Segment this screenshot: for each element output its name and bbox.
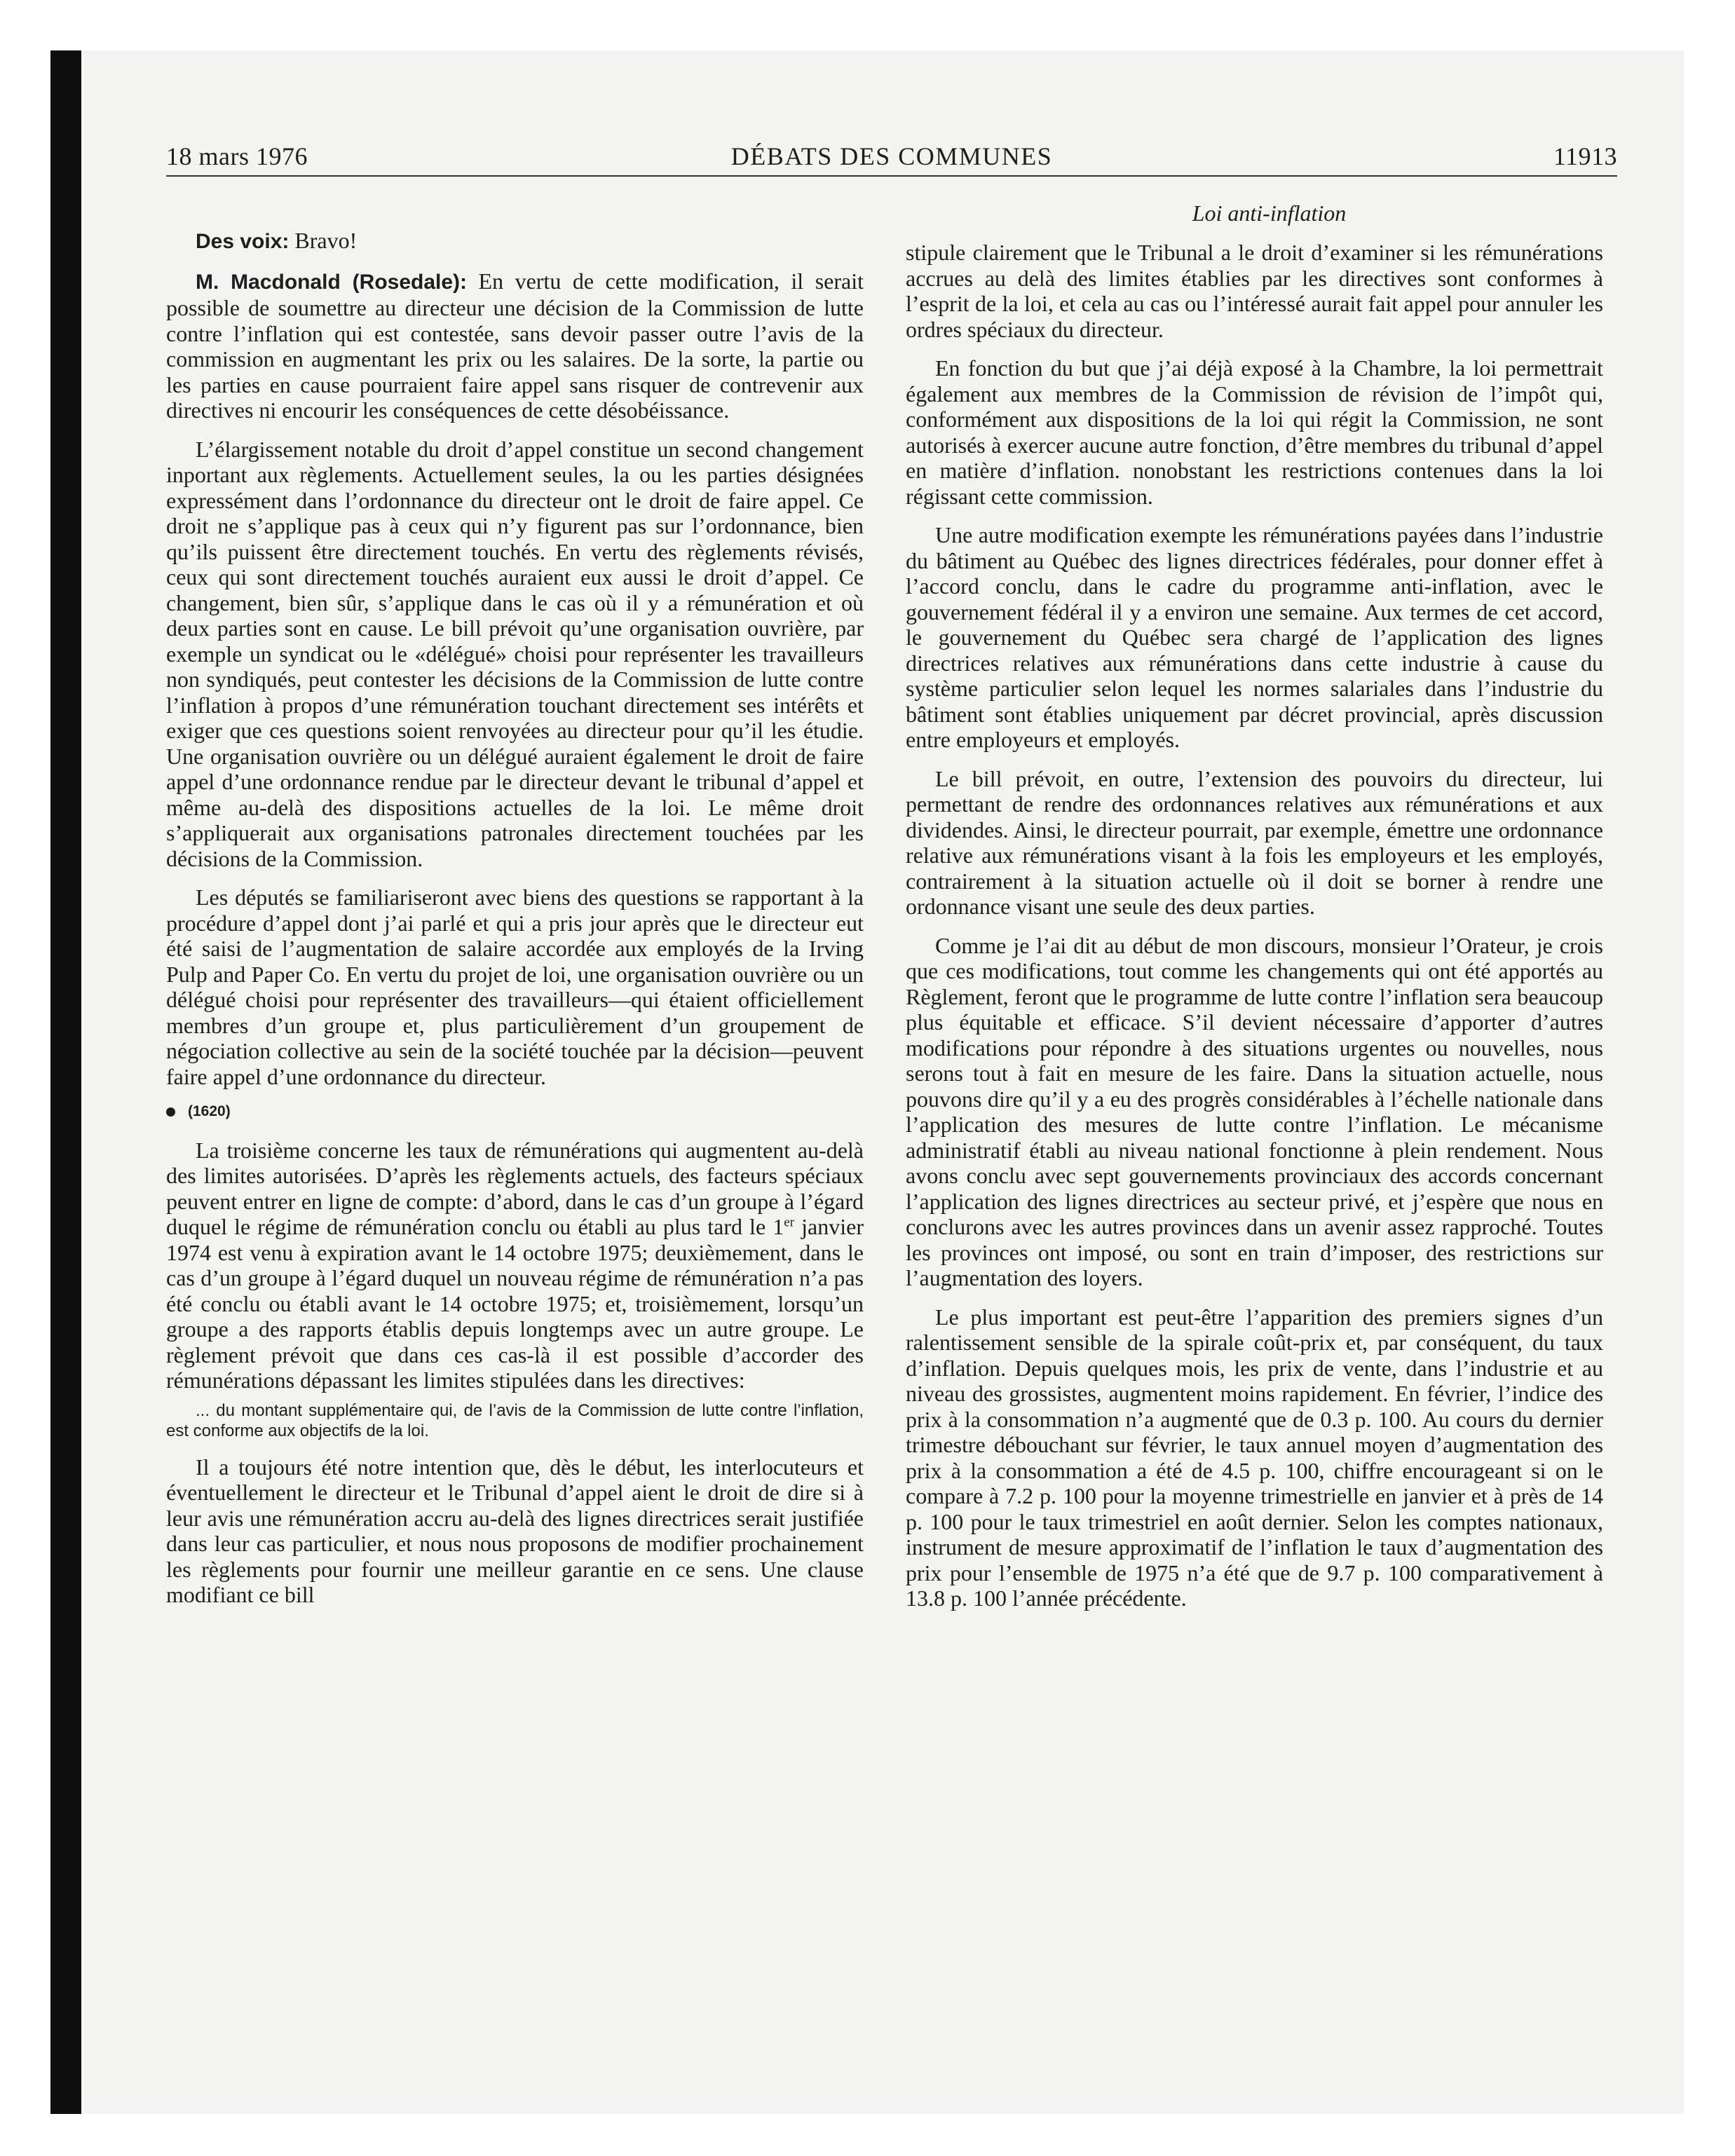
speaker-label: M. Macdonald (Rosedale): xyxy=(196,270,468,294)
paragraph-text: La troisième concerne les taux de rémunérations qui augmentent au-delà des limites autorisées. D’après les règlements actuels, des facteurs spéciaux peuvent entrer en ligne de compte: d’abord, dans le cas d’un groupe à l’égard duquel le régime de rémunération conclu ou établi au plus tard le 1 xyxy=(166,1137,864,1239)
binding-edge xyxy=(50,50,81,2114)
header-publication: DÉBATS DES COMMUNES xyxy=(730,142,1053,170)
bullet-icon xyxy=(166,1107,175,1117)
paragraph: Le plus important est peut-être l’apparition des premiers signes d’un ralentissement sensible de la spirale coût-prix et, par conséquent, du taux d’inflation. Depuis quelques mois, les prix de vente, dans l’industrie et au niveau des grossistes, augmentent moins rapidement. En février, l’indice des prix à la consommation n’a augmenté que de 0.3 p. 100. Au cours du dernier trimestre débouchant sur février, le taux annuel moyen d’augmentation des prix à la consommation a été de 4.5 p. 100, chiffre encourageant si on le compare à 7.2 p. 100 pour la moyenne trimestrielle en janvier et à près de 14 p. 100 pour le taux trimestriel en août dernier. Selon les comptes nationaux, instrument de mesure approximatif de l’inflation le taux d’augmentation des prix pour l’ensemble de 1975 n’a été que de 9.7 p. 100 comparativement à 13.8 p. 100 l’année précédente. xyxy=(906,1304,1603,1611)
paragraph-text: Bravo! xyxy=(289,228,358,253)
right-column xyxy=(906,200,1603,1625)
superscript: er xyxy=(784,1215,795,1230)
header-date: 18 mars 1976 xyxy=(166,142,308,170)
speaker-label: Des voix: xyxy=(196,230,290,253)
paragraph: En fonction du but que j’ai déjà exposé à la Chambre, la loi permettrait également aux membres de la Commission de révision de l’impôt qui, conformément aux dispositions de la loi qui régit la Commission, ne sont autorisés à exercer aucune autre fonction, d’être membres du tribunal d’appel en matière d’inflation. nonobstant les restrictions contenues dans la loi régissant cette commission. xyxy=(906,355,1603,509)
running-head: Loi anti-inflation xyxy=(1192,200,1347,226)
paragraph: L’élargissement notable du droit d’appel constitue un second changement inportant aux règlements. Actuellement seules, la ou les parties désignées expressément dans l’ordonnance du directeur ont le droit de faire appel. Ce droit ne s’applique pas à ceux qui n’y figurent pas sur l’ordonnance, bien qu’ils puissent être directement touchés. En vertu des règlements révisés, ceux qui sont directement touchés auraient eux aussi le droit d’appel. Ce changement, bien sûr, s’applique dans le cas où il y a rémunération et où deux parties sont en cause. Le bill prévoit qu’une organisation ouvrière, par exemple un syndicat ou le «délégué» choisi pour représenter les travailleurs non syndiqués, peut contester les décisions de la Commission de lutte contre l’inflation à propos d’une rémunération touchant directement ses intérêts et exiger que ces questions soient renvoyées au directeur pour qu’il les étudie. Une organisation ouvrière ou un délégué auraient également le droit de faire appel d’une ordonnance rendue par le directeur devant le tribunal d’appel et même au-delà des dispositions actuelles de la loi. Le même droit s’appliquerait aux organisations patronales directement touchées par les décisions de la Commission. xyxy=(166,436,864,871)
page-header xyxy=(166,142,1617,177)
paragraph xyxy=(166,1138,864,1393)
paragraph-text: janvier 1974 est venu à expiration avant le 14 octobre 1975; deuxièmement, dans le cas d’un groupe à l’égard duquel un nouveau régime de rémunération n’a pas été conclu ou établi avant le 14 octobre 1975; et, troisièmement, lorsqu’un groupe a des rapports établis depuis longtemps avec un autre groupe. Le règlement prévoit que dans ces cas-là il est possible d’accorder des rémunérations dépassant les limites stipulées dans les directives: xyxy=(166,1214,864,1393)
paragraph-text: En vertu de cette modification, il serait possible de soumettre au directeur une décision de la Commission de lutte contre l’inflation qui est contestée, sans devoir passer outre l’avis de la commission en augmentant les prix ou les salaires. De la sorte, la partie ou les parties en cause pourraient faire appel sans risquer de contrevenir aux directives ni encourir les conséquences de cette désobéissance. xyxy=(166,268,864,423)
header-page-number: 11913 xyxy=(1553,142,1617,170)
paragraph xyxy=(166,228,864,255)
time-marker xyxy=(166,1099,864,1125)
paragraph: Les députés se familiariseront avec biens des questions se rapportant à la procédure d’appel dont j’ai parlé et qui a pris jour après que le directeur eut été saisi de l’augmentation de salaire accordée aux employés de la Irving Pulp and Paper Co. En vertu du projet de loi, une organisation ouvrière ou un délégué choisi pour représenter des travailleurs—qui étaient officiellement membres d’un groupe et, plus particulièrement d’un groupement de négociation collective au sein de la société touchée par la décision—peuvent faire appel d’une ordonnance du directeur. xyxy=(166,885,864,1089)
left-column xyxy=(166,228,864,1621)
paragraph xyxy=(166,268,864,423)
paragraph: Il a toujours été notre intention que, dès le début, les interlocuteurs et éventuellement le directeur et le Tribunal d’appel aient le droit de dire si à leur avis une rémunération accru au-delà des lignes directrices serait justifiée dans leur cas particulier, et nous nous proposons de modifier prochainement les règlements pour fournir une meilleur garantie en ce sens. Une clause modifiant ce bill xyxy=(166,1454,864,1607)
paragraph: Comme je l’ai dit au début de mon discours, monsieur l’Orateur, je crois que ces modifications, tout comme les changements qui ont été apportés au Règlement, feront que le programme de lutte contre l’inflation sera beaucoup plus équitable et efficace. S’il devient nécessaire d’apporter d’autres modifications pour répondre à des situations urgentes ou nouvelles, nous serons tout à fait en mesure de les faire. Dans la situation actuelle, nous pouvons dire qu’il y a eu des progrès considérables à l’échelle nationale dans l’application des mesures de lutte contre l’inflation. Le mécanisme administratif établi au niveau national fonctionne à plein rendement. Nous avons conclu avec sept gouvernements provinciaux des accords concernant l’application des lignes directrices au secteur privé, et j’espère que nous en conclurons avec les autres provinces dans un avenir assez rapproché. Toutes les provinces ont imposé, ou sont en train d’imposer, des restrictions sur l’augmentation des loyers. xyxy=(906,932,1603,1290)
paragraph: Une autre modification exempte les rémunérations payées dans l’industrie du bâtiment au Québec des lignes directrices fédérales, pour donner effet à l’accord conclu, dans le cadre du programme anti-inflation, avec le gouvernement fédéral il y a environ une semaine. Aux termes de cet accord, le gouvernement du Québec sera chargé de l’application des lignes directrices relatives aux rémunérations dans cette industrie à cause du système particulier selon lequel les normes salariales dans l’industrie du bâtiment sont établies uniquement par décret provincial, après discussion entre employeurs et employés. xyxy=(906,522,1603,752)
paragraph: Le bill prévoit, en outre, l’extension des pouvoirs du directeur, lui permettant de rendre des ordonnances relatives aux rémunérations et aux dividendes. Ainsi, le directeur pourrait, par exemple, émettre une ordonnance relative aux rémunérations visant à la fois les employeurs et les employés, contrairement à la situation actuelle où il doit se borner à rendre une ordonnance visant une seule des deux parties. xyxy=(906,765,1603,919)
time-marker-text: (1620) xyxy=(188,1103,231,1119)
block-quote: ... du montant supplémentaire qui, de l’avis de la Commission de lutte contre l’inflation, est conforme aux objectifs de la loi. xyxy=(166,1400,864,1440)
header-rule xyxy=(166,175,1617,177)
paragraph: stipule clairement que le Tribunal a le droit d’examiner si les rémunérations accrues au delà des limites établies par les directives sont conformes à l’esprit de la loi, et cela au cas ou l’intéressé aurait fait appel pour annuler les ordres spéciaux du directeur. xyxy=(906,240,1603,342)
